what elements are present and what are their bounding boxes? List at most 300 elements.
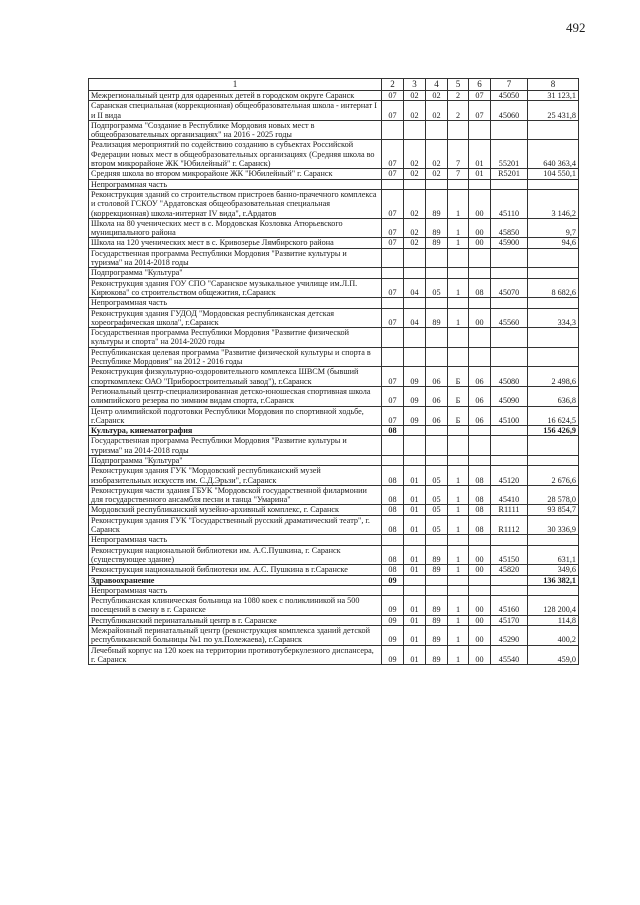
code-cell (491, 535, 528, 545)
column-header: 3 (404, 79, 426, 91)
code-cell: 09 (382, 626, 404, 646)
amount-cell: 93 854,7 (528, 505, 579, 515)
code-cell: 1 (448, 466, 469, 486)
code-cell: 07 (382, 367, 404, 387)
code-cell (491, 248, 528, 268)
code-cell (426, 585, 448, 595)
code-cell (426, 248, 448, 268)
code-cell (404, 575, 426, 585)
code-cell: 1 (448, 308, 469, 328)
code-cell (491, 585, 528, 595)
code-cell: 45850 (491, 218, 528, 238)
item-name: Средняя школа во втором микрорайоне ЖК "Юбилейный" г. Саранск (89, 169, 382, 179)
amount-cell: 136 382,1 (528, 575, 579, 585)
code-cell: 00 (469, 565, 491, 575)
code-cell (469, 585, 491, 595)
code-cell: 1 (448, 645, 469, 665)
code-cell (404, 436, 426, 456)
table-row (89, 179, 579, 189)
code-cell: 1 (448, 596, 469, 616)
item-name: Республиканская целевая программа "Развитие физической культуры и спорта в Республике Мордовия" на 2012 - 2016 годы (89, 347, 382, 367)
code-cell (491, 179, 528, 189)
code-cell (491, 268, 528, 278)
code-cell: 1 (448, 565, 469, 575)
code-cell (469, 426, 491, 436)
amount-cell (528, 535, 579, 545)
code-cell: 1 (448, 505, 469, 515)
item-name: Реконструкция национальной библиотеки им. А.С. Пушкина в г.Саранске (89, 565, 382, 575)
code-cell: 02 (404, 218, 426, 238)
code-cell: 09 (404, 386, 426, 406)
table-row (89, 169, 579, 179)
code-cell (426, 179, 448, 189)
code-cell (491, 575, 528, 585)
code-cell: 45900 (491, 238, 528, 248)
amount-cell: 30 336,9 (528, 515, 579, 535)
code-cell: 45110 (491, 189, 528, 218)
item-name: Реконструкция здания ГУК "Мордовский республиканский музей изобразительных искусств им. С.Д.Эрьзи", г.Саранск (89, 466, 382, 486)
code-cell (448, 298, 469, 308)
code-cell: 06 (426, 406, 448, 426)
code-cell: 89 (426, 596, 448, 616)
item-name: Непрограммная часть (89, 585, 382, 595)
code-cell: 02 (426, 169, 448, 179)
table-row (89, 298, 579, 308)
code-cell: 07 (469, 91, 491, 101)
item-name: Республиканская клиническая больница на 1080 коек с поликлиникой на 500 посещений в смену в г. Саранске (89, 596, 382, 616)
table-row (89, 485, 579, 505)
code-cell: 08 (382, 545, 404, 565)
code-cell: Б (448, 367, 469, 387)
code-cell: 45290 (491, 626, 528, 646)
code-cell: 02 (404, 91, 426, 101)
item-name: Реконструкция физкультурно-оздоровительного комплекса ШВСМ (бывший спорткомплекс ОАО "Приборостроительный завод"), г.Саранск (89, 367, 382, 387)
code-cell: 45560 (491, 308, 528, 328)
code-cell: 07 (382, 238, 404, 248)
item-name: Межрегиональный центр для одаренных детей в городском округе Саранск (89, 91, 382, 101)
column-header: 6 (469, 79, 491, 91)
code-cell (448, 248, 469, 268)
code-cell: 05 (426, 515, 448, 535)
code-cell (426, 120, 448, 140)
table-row (89, 328, 579, 348)
code-cell (404, 248, 426, 268)
code-cell: 45540 (491, 645, 528, 665)
code-cell (448, 120, 469, 140)
code-cell: 89 (426, 615, 448, 625)
code-cell: 89 (426, 545, 448, 565)
code-cell (382, 179, 404, 189)
column-header: 7 (491, 79, 528, 91)
code-cell (404, 120, 426, 140)
amount-cell: 349,6 (528, 565, 579, 575)
code-cell: 02 (404, 169, 426, 179)
code-cell (382, 248, 404, 268)
code-cell: 45090 (491, 386, 528, 406)
table-row (89, 596, 579, 616)
code-cell: 01 (404, 615, 426, 625)
code-cell: 00 (469, 596, 491, 616)
amount-cell: 640 363,4 (528, 140, 579, 169)
code-cell: 09 (382, 615, 404, 625)
code-cell (448, 436, 469, 456)
code-cell: 07 (382, 101, 404, 121)
code-cell: 45100 (491, 406, 528, 426)
code-cell: 1 (448, 189, 469, 218)
table-row (89, 515, 579, 535)
column-header: 5 (448, 79, 469, 91)
code-cell: 04 (404, 278, 426, 298)
code-cell: 05 (426, 485, 448, 505)
amount-cell (528, 455, 579, 465)
code-cell: 07 (469, 101, 491, 121)
table-row (89, 436, 579, 456)
code-cell: 06 (426, 367, 448, 387)
item-name: Непрограммная часть (89, 179, 382, 189)
code-cell (469, 268, 491, 278)
table-row (89, 386, 579, 406)
code-cell (404, 585, 426, 595)
code-cell: 08 (382, 426, 404, 436)
code-cell: 08 (382, 505, 404, 515)
code-cell: 45160 (491, 596, 528, 616)
code-cell (404, 268, 426, 278)
code-cell (491, 347, 528, 367)
table-row (89, 615, 579, 625)
amount-cell: 400,2 (528, 626, 579, 646)
item-name: Школа на 80 ученических мест в с. Мордовская Козловка Атюрьевского муниципального района (89, 218, 382, 238)
item-name: Межрайонный перинатальный центр (реконструкция комплекса зданий детской республиканской больницы №1 по ул.Полежаева), г.Саранск (89, 626, 382, 646)
code-cell: 7 (448, 169, 469, 179)
code-cell: 02 (404, 140, 426, 169)
code-cell: 07 (382, 140, 404, 169)
code-cell: 2 (448, 91, 469, 101)
item-name: Реконструкция части здания ГБУК "Мордовской государственной филармонии для государственного ансамбля песни и танца "Умарина" (89, 485, 382, 505)
table-row (89, 101, 579, 121)
amount-cell: 459,0 (528, 645, 579, 665)
item-name: Здравоохранение (89, 575, 382, 585)
code-cell (382, 455, 404, 465)
code-cell: 08 (382, 466, 404, 486)
item-name: Подпрограмма "Культура" (89, 268, 382, 278)
table-row (89, 545, 579, 565)
code-cell: 02 (404, 189, 426, 218)
code-cell: 05 (426, 278, 448, 298)
code-cell: R5201 (491, 169, 528, 179)
item-name: Государственная программа Республики Мордовия "Развитие физической культуры и спорта" на 2014-2020 годы (89, 328, 382, 348)
code-cell (404, 426, 426, 436)
code-cell: Б (448, 406, 469, 426)
code-cell: 01 (404, 626, 426, 646)
amount-cell: 94,6 (528, 238, 579, 248)
table-row (89, 347, 579, 367)
code-cell: 08 (382, 485, 404, 505)
item-name: Реконструкция здания ГОУ СПО "Саранское музыкальное училище им.Л.П. Кирюкова" со строительством общежития, г.Саранск (89, 278, 382, 298)
code-cell: 05 (426, 466, 448, 486)
code-cell: 06 (426, 386, 448, 406)
code-cell: 07 (382, 169, 404, 179)
table-row (89, 455, 579, 465)
code-cell: 45070 (491, 278, 528, 298)
code-cell (448, 455, 469, 465)
table-row (89, 535, 579, 545)
amount-cell: 28 578,0 (528, 485, 579, 505)
code-cell: 08 (469, 278, 491, 298)
code-cell (426, 535, 448, 545)
code-cell: 89 (426, 189, 448, 218)
code-cell (382, 268, 404, 278)
code-cell (491, 298, 528, 308)
amount-cell: 31 123,1 (528, 91, 579, 101)
code-cell: 00 (469, 615, 491, 625)
item-name: Республиканский перинатальный центр в г. Саранске (89, 615, 382, 625)
code-cell (382, 347, 404, 367)
code-cell: 01 (404, 645, 426, 665)
amount-cell: 631,1 (528, 545, 579, 565)
table-row (89, 585, 579, 595)
code-cell (426, 298, 448, 308)
code-cell: 7 (448, 140, 469, 169)
code-cell: 02 (426, 101, 448, 121)
column-header: 4 (426, 79, 448, 91)
code-cell: 89 (426, 626, 448, 646)
code-cell (491, 455, 528, 465)
code-cell: 01 (404, 545, 426, 565)
code-cell (448, 426, 469, 436)
code-cell (469, 298, 491, 308)
code-cell: 45820 (491, 565, 528, 575)
code-cell: 1 (448, 545, 469, 565)
code-cell: 00 (469, 545, 491, 565)
column-header: 8 (528, 79, 579, 91)
code-cell: 01 (404, 466, 426, 486)
code-cell: 1 (448, 515, 469, 535)
code-cell: 45120 (491, 466, 528, 486)
code-cell (469, 120, 491, 140)
code-cell: 00 (469, 645, 491, 665)
item-name: Региональный центр-специализированная детско-юношеская спортивная школа олимпийского резерва по зимним видам спорта, г.Саранск (89, 386, 382, 406)
code-cell: 45080 (491, 367, 528, 387)
table-row (89, 575, 579, 585)
code-cell: 89 (426, 645, 448, 665)
code-cell (448, 347, 469, 367)
amount-cell (528, 268, 579, 278)
table-row (89, 218, 579, 238)
code-cell (404, 347, 426, 367)
code-cell: 45410 (491, 485, 528, 505)
code-cell: 08 (469, 515, 491, 535)
code-cell (426, 575, 448, 585)
item-name: Государственная программа Республики Мордовия "Развитие культуры и туризма" на 2014-2018 годы (89, 436, 382, 456)
table-row (89, 426, 579, 436)
code-cell: 02 (426, 91, 448, 101)
amount-cell (528, 248, 579, 268)
column-header: 1 (89, 79, 382, 91)
item-name: Центр олимпийской подготовки Республики Мордовия по спортивной ходьбе, г.Саранск (89, 406, 382, 426)
code-cell (448, 268, 469, 278)
item-name: Реконструкция здания ГУДОД "Мордовская республиканская детская хореографическая школа", г.Саранск (89, 308, 382, 328)
table-row (89, 278, 579, 298)
code-cell (404, 328, 426, 348)
code-cell: 1 (448, 626, 469, 646)
code-cell: 09 (404, 367, 426, 387)
amount-cell: 128 200,4 (528, 596, 579, 616)
code-cell (469, 248, 491, 268)
item-name: Подпрограмма "Создание в Республике Мордовия новых мест в общеобразовательных организациях" на 2016 - 2025 годы (89, 120, 382, 140)
table-row (89, 120, 579, 140)
code-cell: 89 (426, 308, 448, 328)
code-cell (404, 535, 426, 545)
table-row (89, 466, 579, 486)
code-cell: 1 (448, 238, 469, 248)
amount-cell: 114,8 (528, 615, 579, 625)
code-cell: 01 (404, 596, 426, 616)
code-cell: 07 (382, 406, 404, 426)
table-row (89, 565, 579, 575)
code-cell (491, 328, 528, 348)
code-cell: 2 (448, 101, 469, 121)
code-cell (382, 585, 404, 595)
code-cell (426, 455, 448, 465)
table-header-row (89, 79, 579, 91)
column-header: 2 (382, 79, 404, 91)
page-number: 492 (566, 20, 586, 35)
code-cell: 09 (382, 575, 404, 585)
code-cell (382, 436, 404, 456)
code-cell: 04 (404, 308, 426, 328)
code-cell (469, 535, 491, 545)
item-name: Лечебный корпус на 120 коек на территории противотуберкулезного диспансера, г. Саранск (89, 645, 382, 665)
code-cell (469, 347, 491, 367)
code-cell (382, 298, 404, 308)
code-cell: 1 (448, 278, 469, 298)
code-cell: 00 (469, 626, 491, 646)
code-cell: 08 (469, 485, 491, 505)
amount-cell: 9,7 (528, 218, 579, 238)
code-cell: 01 (469, 169, 491, 179)
code-cell: 08 (382, 565, 404, 575)
amount-cell (528, 120, 579, 140)
code-cell: 07 (382, 91, 404, 101)
amount-cell: 636,8 (528, 386, 579, 406)
table-row (89, 140, 579, 169)
code-cell: 00 (469, 308, 491, 328)
item-name: Реконструкция здания ГУК "Государственный русский драматический театр", г. Саранск (89, 515, 382, 535)
item-name: Непрограммная часть (89, 298, 382, 308)
code-cell (404, 298, 426, 308)
code-cell (426, 268, 448, 278)
code-cell: 05 (426, 505, 448, 515)
code-cell: R1112 (491, 515, 528, 535)
code-cell: 01 (404, 565, 426, 575)
code-cell: 08 (469, 466, 491, 486)
code-cell (382, 535, 404, 545)
code-cell: 07 (382, 386, 404, 406)
code-cell: 1 (448, 615, 469, 625)
code-cell (491, 436, 528, 456)
code-cell: 02 (404, 101, 426, 121)
code-cell: R1111 (491, 505, 528, 515)
table-row (89, 367, 579, 387)
code-cell (382, 328, 404, 348)
code-cell (469, 328, 491, 348)
code-cell: 00 (469, 218, 491, 238)
table-row (89, 91, 579, 101)
code-cell (404, 455, 426, 465)
item-name: Мордовский республиканский музейно-архивный комплекс, г. Саранск (89, 505, 382, 515)
code-cell: 00 (469, 238, 491, 248)
code-cell: 89 (426, 238, 448, 248)
amount-cell (528, 298, 579, 308)
item-name: Реконструкция национальной библиотеки им. А.С.Пушкина, г. Саранск (существующее здание) (89, 545, 382, 565)
code-cell (426, 436, 448, 456)
code-cell (426, 328, 448, 348)
amount-cell: 3 146,2 (528, 189, 579, 218)
code-cell: 02 (426, 140, 448, 169)
code-cell: 01 (404, 515, 426, 535)
item-name: Культура, кинематография (89, 426, 382, 436)
item-name: Подпрограмма "Культура" (89, 455, 382, 465)
amount-cell (528, 585, 579, 595)
amount-cell (528, 347, 579, 367)
code-cell (448, 575, 469, 585)
item-name: Непрограммная часть (89, 535, 382, 545)
item-name: Реализация мероприятий по содействию созданию в субъектах Российской Федерации новых мест в общеобразовательных организациях (Средняя школа во втором микрорайоне ЖК "Юбилейный" г. Саранск) (89, 140, 382, 169)
code-cell (469, 179, 491, 189)
table-row (89, 308, 579, 328)
amount-cell: 334,3 (528, 308, 579, 328)
item-name: Государственная программа Республики Мордовия "Развитие культуры и туризма" на 2014-2018 годы (89, 248, 382, 268)
code-cell (491, 426, 528, 436)
amount-cell: 2 676,6 (528, 466, 579, 486)
code-cell: 55201 (491, 140, 528, 169)
code-cell: 06 (469, 406, 491, 426)
table-row (89, 505, 579, 515)
code-cell (448, 535, 469, 545)
code-cell (382, 120, 404, 140)
amount-cell (528, 179, 579, 189)
code-cell (448, 585, 469, 595)
code-cell: 08 (382, 515, 404, 535)
code-cell: 02 (404, 238, 426, 248)
code-cell: 07 (382, 278, 404, 298)
code-cell: 1 (448, 485, 469, 505)
code-cell: 09 (404, 406, 426, 426)
code-cell (448, 328, 469, 348)
code-cell: 45060 (491, 101, 528, 121)
code-cell: 09 (382, 596, 404, 616)
table-row (89, 406, 579, 426)
code-cell (469, 455, 491, 465)
code-cell (404, 179, 426, 189)
code-cell: 07 (382, 189, 404, 218)
amount-cell: 25 431,8 (528, 101, 579, 121)
code-cell: 1 (448, 218, 469, 238)
code-cell: Б (448, 386, 469, 406)
code-cell: 06 (469, 367, 491, 387)
code-cell: 89 (426, 565, 448, 575)
table-row (89, 238, 579, 248)
code-cell (426, 347, 448, 367)
table-row (89, 268, 579, 278)
code-cell: 07 (382, 218, 404, 238)
code-cell: 00 (469, 189, 491, 218)
amount-cell: 156 426,9 (528, 426, 579, 436)
table-row (89, 189, 579, 218)
table-row (89, 626, 579, 646)
amount-cell (528, 436, 579, 456)
item-name: Саранская специальная (коррекционная) общеобразовательная школа - интернат I и II вида (89, 101, 382, 121)
